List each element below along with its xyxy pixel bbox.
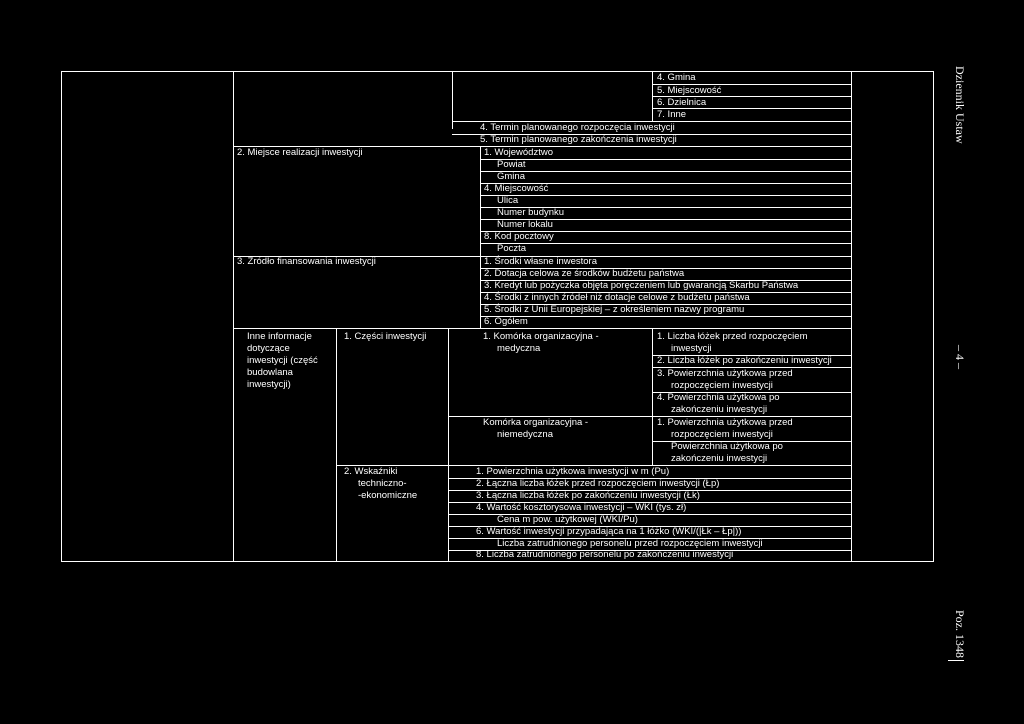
term-end: 5. Termin planowanego zakończenia inwestycji: [480, 134, 677, 145]
position-number: Poz. 1348: [953, 610, 967, 658]
financing-item: 3. Kredyt lub pożyczka objęta poręczeniem lub gwarancją Skarbu Państwa: [484, 280, 799, 291]
financing-label: 3. Źródło finansowania inwestycji: [237, 256, 376, 267]
frame-top: [61, 71, 934, 72]
medical-label-line: 1. Komórka organizacyjna -: [483, 331, 599, 342]
location-label: 2. Miejsce realizacji inwestycji: [237, 147, 363, 158]
frame-right: [933, 71, 934, 562]
indicator-item: Cena m pow. użytkowej (WKI/Pu): [497, 514, 638, 525]
row-line: [480, 171, 852, 172]
journal-title: Dziennik Ustaw: [953, 66, 967, 144]
frame-bottom: [61, 561, 934, 562]
indicator-item: 1. Powierzchnia użytkowa inwestycji w m (Pu): [476, 466, 670, 477]
indicator-item: 3. Łączna liczba łóżek po zakończeniu inwestycji (Łk): [476, 490, 700, 501]
col-sep-1: [233, 71, 234, 562]
section-line: [233, 328, 852, 329]
indicator-item: Liczba zatrudnionego personelu przed rozpoczęciem inwestycji: [497, 538, 763, 549]
medical-item: 2. Liczba łóżek po zakończeniu inwestycji: [657, 355, 832, 366]
nonmedical-item: 1. Powierzchnia użytkowa przed: [657, 417, 793, 428]
location-item: Gmina: [497, 171, 525, 182]
location-item: Ulica: [497, 195, 519, 206]
medical-item: zakończeniu inwestycji: [671, 404, 768, 415]
row-line: [480, 243, 852, 244]
other-label-line: dotyczące: [247, 343, 290, 354]
location-item: Poczta: [497, 243, 527, 254]
other-label-line: inwestycji): [247, 379, 291, 390]
indicators-label-line: techniczno-: [358, 478, 407, 489]
medical-item: 3. Powierzchnia użytkowa przed: [657, 368, 793, 379]
other-label-line: inwestycji (część: [247, 355, 318, 366]
indicator-item: 2. Łączna liczba łóżek przed rozpoczęciem inwestycji (Łp): [476, 478, 720, 489]
medical-item: inwestycji: [671, 343, 712, 354]
indicator-item: 8. Liczba zatrudnionego personelu po zakończeniu inwestycji: [476, 549, 734, 560]
medical-item: rozpoczęciem inwestycji: [671, 380, 773, 391]
indicator-item: 6. Wartość inwestycji przypadająca na 1 łóżko (WKI/(|Łk – Łp|)): [476, 526, 742, 537]
financing-item: 5. Środki z Unii Europejskiej – z określeniem nazwy programu: [484, 304, 745, 315]
nonmedical-item: Powierzchnia użytkowa po: [671, 441, 783, 452]
top-list-item: 5. Miejscowość: [657, 85, 722, 96]
indicators-label-line: 2. Wskaźniki: [344, 466, 398, 477]
row-line: [480, 159, 852, 160]
nonmedical-label-line: Komórka organizacyjna -: [483, 417, 589, 428]
spacer: [233, 322, 234, 323]
nonmedical-label-line: niemedyczna: [497, 429, 553, 440]
medical-label-line: medyczna: [497, 343, 541, 354]
nonmedical-item: rozpoczęciem inwestycji: [671, 429, 773, 440]
term-start: 4. Termin planowanego rozpoczęcia inwestycji: [480, 122, 675, 133]
location-item: 8. Kod pocztowy: [484, 231, 554, 242]
medical-item: 4. Powierzchnia użytkowa po: [657, 392, 780, 403]
location-item: Powiat: [497, 159, 526, 170]
location-item: 1. Województwo: [484, 147, 553, 158]
col-sep-financing: [480, 256, 481, 328]
financing-item: 6. Ogółem: [484, 316, 528, 327]
position-underline: [948, 660, 964, 661]
indicators-label-line: -ekonomiczne: [358, 490, 418, 501]
top-list-item: 7. Inne: [657, 109, 687, 120]
indicator-item: 4. Wartość kosztorysowa inwestycji – WKI (tys. zł): [476, 502, 687, 513]
col-sep-items: [652, 328, 653, 465]
row-line: [480, 316, 852, 317]
frame-left: [61, 71, 62, 562]
col-sep-parts: [336, 328, 337, 562]
location-item: Numer budynku: [497, 207, 565, 218]
financing-item: 2. Dotacja celowa ze środków budżetu państwa: [484, 268, 685, 279]
other-label-line: Inne informacje: [247, 331, 312, 342]
other-label-line: budowlana: [247, 367, 293, 378]
medical-item: 1. Liczba łóżek przed rozpoczęciem: [657, 331, 808, 342]
top-list-item: 6. Dzielnica: [657, 97, 707, 108]
top-list-item: 4. Gmina: [657, 72, 696, 83]
page-number: – 4 –: [953, 345, 967, 369]
nonmedical-item: zakończeniu inwestycji: [671, 453, 768, 464]
col-sep-location: [480, 146, 481, 256]
row-line: [480, 195, 852, 196]
financing-item: 1. Środki własne inwestora: [484, 256, 597, 267]
financing-item: 4. Środki z innych źródeł niż dotacje celowe z budżetu państwa: [484, 292, 750, 303]
location-item: Numer lokalu: [497, 219, 553, 230]
parts-label: 1. Części inwestycji: [344, 331, 427, 342]
location-item: 4. Miejscowość: [484, 183, 549, 194]
